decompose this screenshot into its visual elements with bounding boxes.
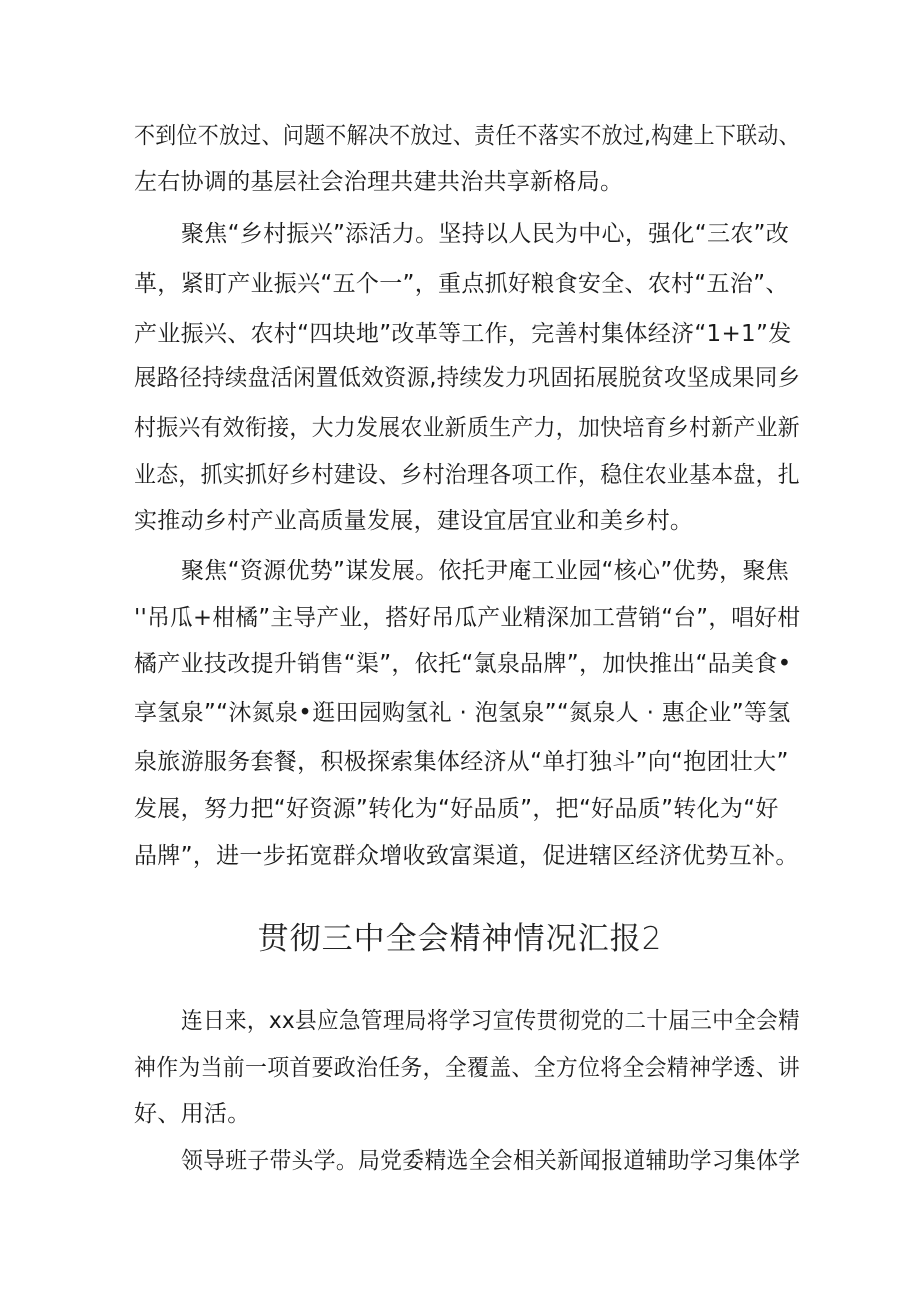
text-line (0, 408, 920, 448)
text-line (0, 1094, 920, 1134)
text-line (0, 162, 920, 202)
text-line (0, 551, 920, 591)
text-line (0, 693, 920, 733)
line-text: 业态，抓实抓好乡村建设、乡村治理各项工作，稳住农业基本盘，扎 (134, 462, 801, 488)
line-text: 聚焦“资源优势”谋发展。依托尹庵工业园“核心”优势，聚焦 (181, 558, 790, 584)
line-text: 发展，努力把“好资源”转化为“好品质”，把“好品质”转化为“好 (134, 796, 779, 822)
text-line (0, 1048, 920, 1088)
text-line (0, 455, 920, 495)
line-text: 革，紧盯产业振兴“五个一”，重点抓好粮食安全、农村“五治”、 (134, 271, 789, 297)
line-text: 橘产业技改提升销售“渠”，依托“氯泉品牌”，加快推出“品美食• (134, 651, 792, 677)
line-text: 不到位不放过、问题不解决不放过、责任不落实不放过,构建上下联动、 (134, 123, 800, 149)
line-text: 品牌”，进一步拓宽群众增收致富渠道，促进辖区经济优势互补。 (134, 843, 799, 869)
text-line (0, 789, 920, 829)
text-line (0, 598, 920, 638)
text-line (0, 501, 920, 541)
text-line (0, 214, 920, 254)
text-line (0, 1001, 920, 1041)
line-text: 好、用活。 (134, 1101, 251, 1127)
line-text: 领导班子带头学。局党委精选全会相关新闻报道辅助学习集体学 (181, 1148, 801, 1174)
text-line (0, 314, 920, 354)
line-text: 泉旅游服务套餐，积极探索集体经济从“单打独斗”向“抱团壮大” (134, 749, 789, 775)
text-line (0, 264, 920, 304)
text-line (0, 836, 920, 876)
line-text: 聚焦“乡村振兴”添活力。坚持以人民为中心，强化“三农”改 (181, 221, 790, 247)
line-text: 连日来，xx县应急管理局将学习宣传贯彻党的二十届三中全会精 (181, 1008, 800, 1034)
line-text: ''吊瓜+柑橘”主导产业，搭好吊瓜产业精深加工营销“台”，唱好柑 (134, 605, 801, 631)
section-heading: 贯彻三中全会精神情况汇报2 (257, 921, 663, 957)
text-line (0, 644, 920, 684)
line-text: 左右协调的基层社会治理共建共治共享新格局。 (134, 169, 624, 195)
line-text: 产业振兴、农村“四块地”改革等工作，完善村集体经济“1+1”发 (134, 321, 792, 347)
text-line (0, 742, 920, 782)
text-line (0, 1141, 920, 1181)
text-line (0, 116, 920, 156)
text-line (0, 358, 920, 398)
line-text: 享氢泉”“沐氮泉•逛田园购氢礼 · 泡氢泉”“氮泉人 · 惠企业”等氢 (134, 700, 791, 726)
line-text: 实推动乡村产业高质量发展，建设宜居宜业和美乡村。 (134, 508, 694, 534)
line-text: 展路径持续盘活闲置低效资源,持续发力巩固拓展脱贫攻坚成果同乡 (134, 365, 801, 391)
line-text: 神作为当前一项首要政治任务，全覆盖、全方位将全会精神学透、讲 (134, 1055, 801, 1081)
line-text: 村振兴有效衔接，大力发展农业新质生产力，加快培育乡村新产业新 (134, 415, 801, 441)
